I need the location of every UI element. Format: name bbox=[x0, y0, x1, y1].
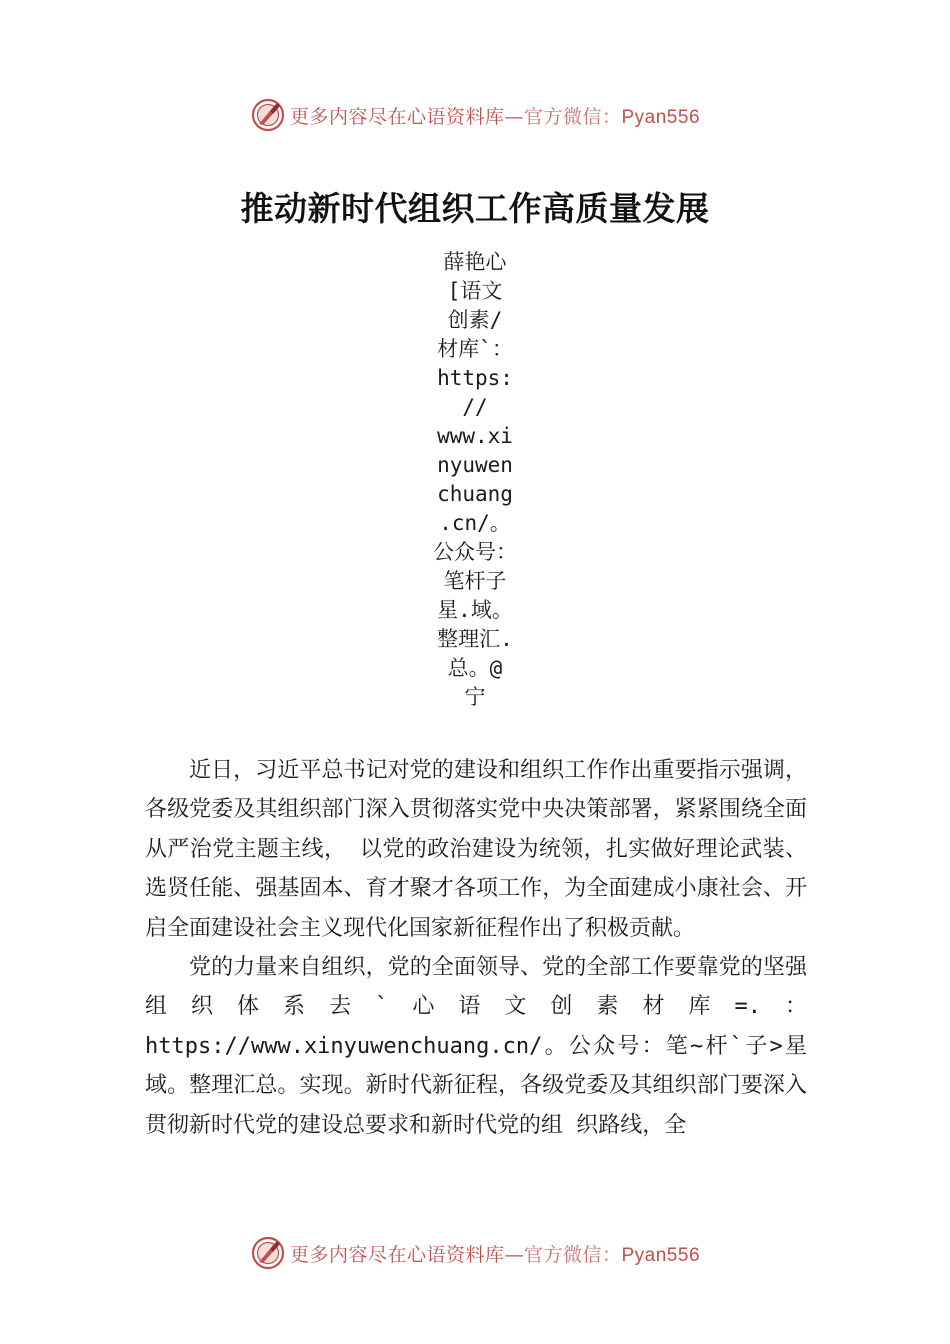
banner-separator: — bbox=[504, 105, 524, 128]
quill-seal-logo-icon bbox=[250, 97, 286, 133]
author-line: 笔杆子 bbox=[443, 569, 507, 593]
author-line: 整理汇. bbox=[437, 627, 513, 651]
document-body bbox=[145, 751, 807, 1145]
author-line: 材库`： bbox=[437, 337, 513, 361]
author-line: www.xi bbox=[437, 424, 513, 448]
quill-seal-logo-icon bbox=[250, 1235, 286, 1271]
banner-text bbox=[290, 102, 700, 129]
author-line: chuang bbox=[437, 482, 513, 506]
header-banner bbox=[0, 95, 950, 135]
author-line: // bbox=[462, 395, 488, 419]
body-paragraph: 党的力量来自组织，党的全面领导、党的全部工作要靠党的坚强组织体系去`心语文创素材库=.：https://www.xinyuwenchuang.cn/。公众号：笔~杆`子>星域。整理汇总。实现。新时代新征程，各级党委及其组织部门要深入贯彻新时代党的建设总要求和新时代党的组 织路线，全 bbox=[145, 955, 807, 1138]
banner-wechat-label: 官方微信： bbox=[523, 105, 622, 128]
body-paragraph: 近日，习近平总书记对党的建设和组织工作作出重要指示强调，各级党委及其组织部门深入贯彻落实党中央决策部署，紧紧围绕全面从严治党主题主线， 以党的政治建设为统领，扎实做好理论武装、选贤任能、强基固本、育才聚才各项工作，为全面建成小康社会、开启全面建设社会主义现代化国家新征程作出了积极贡献。 bbox=[145, 758, 807, 941]
author-line: [语文 bbox=[447, 279, 503, 303]
banner-wechat-id: Pyan556 bbox=[621, 1244, 701, 1266]
author-line: .cn/。 bbox=[439, 511, 511, 535]
author-line: 星.域。 bbox=[437, 598, 513, 622]
banner-wechat-id: Pyan556 bbox=[621, 106, 701, 128]
author-block bbox=[425, 248, 525, 712]
document-title: 推动新时代组织工作高质量发展 bbox=[240, 189, 710, 228]
author-line: 总。@ bbox=[447, 656, 503, 680]
banner-slogan: 更多内容尽在心语资料库 bbox=[289, 1243, 505, 1266]
footer-banner bbox=[0, 1233, 950, 1273]
author-line: nyuwen bbox=[437, 453, 513, 477]
author-line: 创素/ bbox=[447, 308, 503, 332]
author-line: 公众号： bbox=[433, 540, 517, 564]
banner-text bbox=[290, 1240, 700, 1267]
author-line: https: bbox=[437, 366, 513, 390]
banner-separator: — bbox=[504, 1243, 524, 1266]
banner-wechat-label: 官方微信： bbox=[523, 1243, 622, 1266]
banner-slogan: 更多内容尽在心语资料库 bbox=[289, 105, 505, 128]
author-line: 宁 bbox=[464, 685, 486, 709]
author-line: 薛艳心 bbox=[443, 250, 507, 274]
